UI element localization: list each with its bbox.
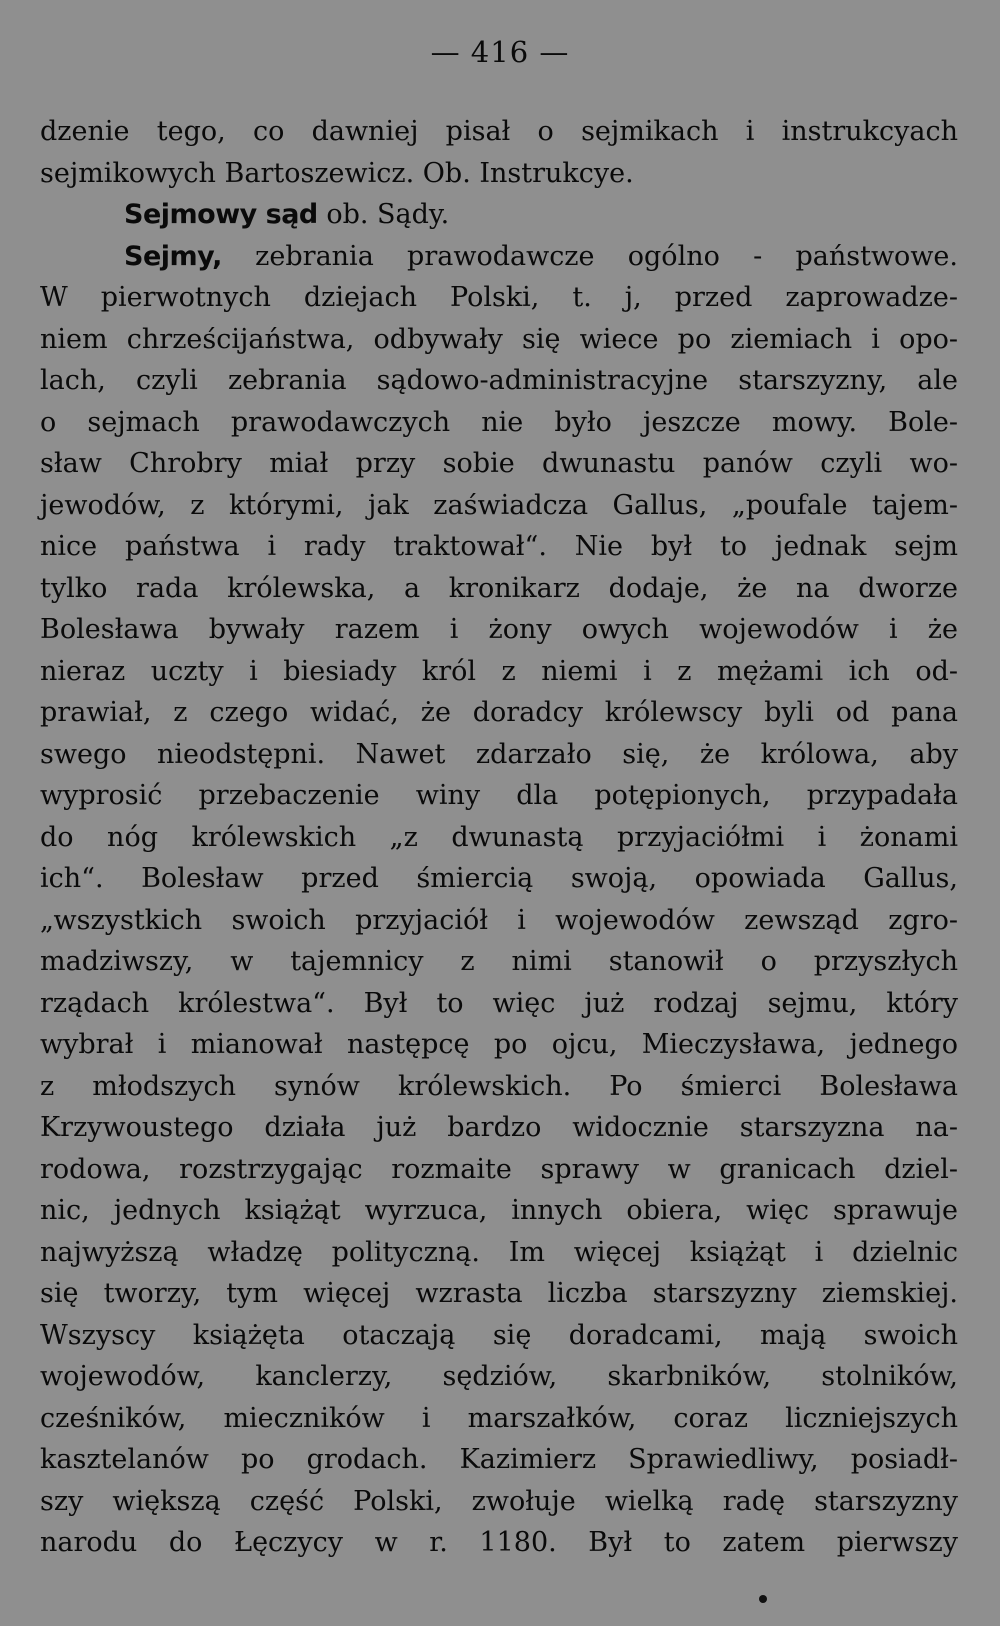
entry-headword: Sejmowy sąd (124, 199, 318, 230)
text-line: dzenie tego, co dawniej pisał o sejmikach i instrukcyach (40, 116, 958, 147)
body-text (40, 111, 958, 1564)
text-line: Wszyscy książęta otaczają się doradcami, mają swoich (40, 1319, 958, 1351)
text-line: szy większą część Polski, zwołuje wielką radę starszyzny (40, 1485, 958, 1517)
text-line: nieraz uczty i biesiady król z niemi i z mężami ich od- (40, 655, 958, 687)
text-line: W pierwotnych dziejach Polski, t. j, przed zaprowadze- (40, 282, 958, 313)
text-line: kasztelanów po grodach. Kazimierz Sprawiedliwy, posiadł- (40, 1444, 958, 1475)
text-line: lach, czyli zebrania sądowo-administracyjne starszyzny, ale (40, 365, 958, 396)
text-line: cześników, mieczników i marszałków, coraz liczniejszych (40, 1402, 958, 1434)
text-line: wybrał i mianował następcę po ojcu, Mieczysława, jednego (40, 1029, 958, 1060)
text-line: z młodszych synów królewskich. Po śmierci Bolesława (40, 1070, 958, 1102)
text-line: ich“. Bolesław przed śmiercią swoją, opowiada Gallus, (40, 863, 958, 894)
text-line: tylko rada królewska, a kronikarz dodaje, że na dworze (40, 572, 958, 604)
text-line: Bolesława bywały razem i żony owych wojewodów i że (40, 614, 958, 645)
text-line: swego nieodstępni. Nawet zdarzało się, że królowa, aby (40, 738, 958, 770)
text-line: „wszystkich swoich przyjaciół i wojewodów zewsząd zgro- (40, 904, 958, 936)
entry-headword: Sejmy, (124, 240, 222, 272)
dictionary-entry (40, 236, 958, 278)
text-line: nice państwa i rady traktował“. Nie był to jednak sejm (40, 531, 958, 562)
text-line: do nóg królewskich „z dwunastą przyjaciółmi i żonami (40, 821, 958, 853)
text-line: narodu do Łęczycy w r. 1180. Był to zatem pierwszy (40, 1527, 958, 1558)
text-line: o sejmach prawodawczych nie było jeszcze mowy. Bole- (40, 406, 958, 438)
text-line: sław Chrobry miał przy sobie dwunastu panów czyli wo- (40, 448, 958, 479)
text-line: wojewodów, kanclerzy, sędziów, skarbników, stolników, (40, 1361, 958, 1392)
text-line: prawiał, z czego widać, że doradcy królewscy byli od pana (40, 697, 958, 728)
text-line: najwyższą władzę polityczną. Im więcej książąt i dzielnic (40, 1236, 958, 1268)
text-line: Krzywoustego działa już bardzo widocznie starszyzna na- (40, 1112, 958, 1143)
text-line: rządach królestwa“. Był to więc już rodzaj sejmu, który (40, 987, 958, 1019)
text-line: madziwszy, w tajemnicy z nimi stanowił o przyszłych (40, 946, 958, 977)
text-line: niem chrześcijaństwa, odbywały się wiece po ziemiach i opo- (40, 323, 958, 355)
entry-text: zebrania prawodawcze ogólno - państwowe. (221, 240, 958, 272)
ink-dot (759, 1595, 767, 1603)
text-line: wyprosić przebaczenie winy dla potępionych, przypadała (40, 780, 958, 811)
page-number: — 416 — (430, 35, 570, 69)
text-line: jewodów, z którymi, jak zaświadcza Gallus, „poufale tajem- (40, 489, 958, 521)
text-line: sejmikowych Bartoszewicz. Ob. Instrukcye. (40, 157, 634, 189)
text-line: rodowa, rozstrzygając rozmaite sprawy w granicach dziel- (40, 1153, 958, 1185)
entry-text: ob. Sądy. (317, 199, 450, 230)
text-line: się tworzy, tym więcej wzrasta liczba starszyzny ziemskiej. (40, 1278, 958, 1309)
dictionary-entry (40, 194, 958, 236)
text-line: nic, jednych książąt wyrzuca, innych obiera, więc sprawuje (40, 1195, 958, 1226)
